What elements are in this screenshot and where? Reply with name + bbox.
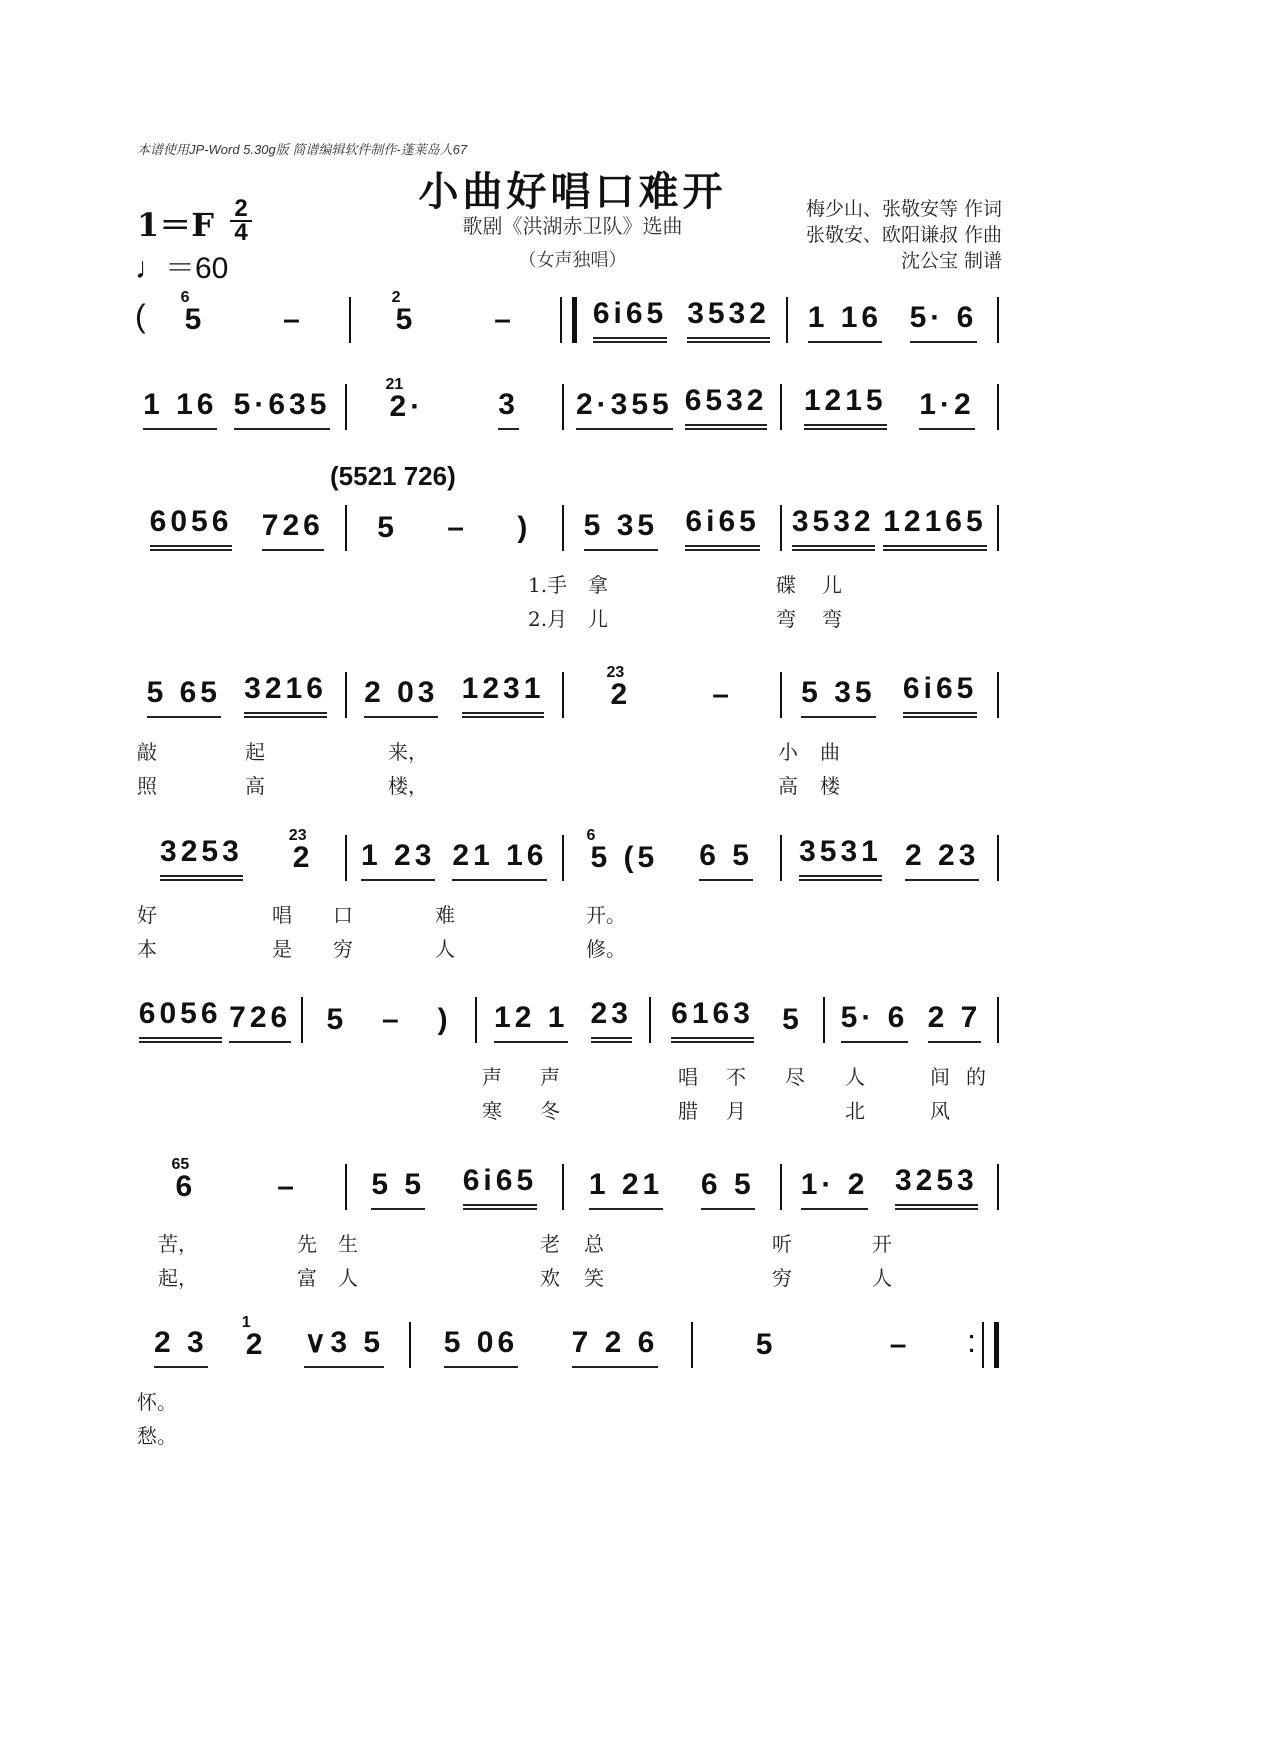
lyric-syllable: 高 — [778, 774, 798, 798]
lyric-syllable: 小 — [778, 740, 798, 764]
lyric-syllable: 老 — [540, 1232, 560, 1256]
note-group: 3253 — [895, 1164, 978, 1210]
note-group: 6i65 — [463, 1164, 537, 1210]
measure — [353, 658, 557, 718]
lyric-syllable: 笑 — [584, 1266, 604, 1290]
lyric-syllable: 怀。 — [137, 1390, 177, 1414]
barline — [997, 505, 999, 551]
lyric-syllable: 高 — [245, 774, 265, 798]
composer: 张敬安、欧阳谦叔 作曲 — [805, 224, 1002, 246]
note-group: – — [494, 303, 515, 336]
measure — [353, 491, 557, 551]
measure — [583, 283, 780, 343]
repeat-end-barline — [982, 1322, 999, 1368]
lyric-syllable: 起， — [158, 1266, 198, 1290]
note-group: 5 35 — [584, 509, 658, 551]
lyric-syllable: 曲 — [820, 740, 840, 764]
measure — [353, 370, 557, 430]
lyric-syllable: 口 — [333, 903, 353, 927]
score-line — [135, 983, 1005, 1043]
score-line — [135, 1150, 1005, 1210]
note-group: 6163 — [671, 997, 754, 1043]
note-group: 6056 — [139, 997, 222, 1043]
barline — [780, 835, 782, 881]
barline — [345, 384, 347, 430]
note-group: – — [283, 303, 304, 336]
barline — [691, 1322, 693, 1368]
note-group: 12165 — [883, 505, 986, 551]
score-line — [135, 283, 1005, 343]
time-top: 2 — [234, 195, 248, 222]
note-group: 1· 2 — [801, 1168, 869, 1210]
note-group: 6056 — [150, 505, 233, 551]
measure — [699, 1308, 967, 1368]
lyric-syllable: 北 — [845, 1099, 865, 1123]
lyric-syllable: 敲 — [137, 740, 157, 764]
score-line — [135, 370, 1005, 430]
barline — [409, 1322, 411, 1368]
measure — [831, 983, 991, 1043]
note-group: 5 (5 6 — [586, 827, 659, 874]
lyric-syllable: 不 — [726, 1065, 746, 1089]
lyric-syllable: 月 — [726, 1099, 746, 1123]
repeat-start-barline — [560, 297, 577, 343]
note-group: 2 23 — [905, 839, 979, 881]
grace-note: 65 — [171, 1156, 190, 1173]
lyric-syllable: 儿 — [588, 607, 608, 631]
score-line — [135, 821, 1005, 881]
grace-note: 21 — [385, 376, 404, 393]
measure — [309, 983, 469, 1043]
note-group: – — [382, 1003, 403, 1036]
note-group: 23 — [591, 997, 632, 1043]
note-group: 3532 — [687, 297, 770, 343]
note-group: 6i65 — [593, 297, 667, 343]
barline — [562, 835, 564, 881]
note-group: 5 35 — [801, 676, 875, 718]
lyric-syllable: 起 — [245, 740, 265, 764]
lyric-syllable: 拿 — [588, 573, 608, 597]
lyric-syllable: 弯 — [822, 607, 842, 631]
barline — [301, 997, 303, 1043]
lyric-syllable: 愁。 — [137, 1424, 177, 1448]
note-group: 1 23 — [361, 839, 435, 881]
note-group: 5 65 — [147, 676, 221, 718]
measure — [146, 283, 343, 343]
barline — [786, 297, 788, 343]
note-group: 2 3 — [154, 1326, 208, 1368]
barline — [780, 384, 782, 430]
measure — [135, 821, 339, 881]
subtitle: 歌剧《洪湖赤卫队》选曲 — [462, 214, 683, 238]
measure — [788, 491, 992, 551]
lyric-syllable: 人 — [338, 1266, 358, 1290]
open-paren: ( — [135, 298, 146, 334]
lyric-syllable: 人 — [435, 937, 455, 961]
lyric-syllable: 碟 — [776, 573, 796, 597]
arranger: 沈公宝 制谱 — [900, 250, 1002, 272]
note-group: – — [712, 678, 733, 711]
measure — [135, 983, 295, 1043]
time-signature — [230, 195, 252, 246]
note-group: 3532 — [792, 505, 875, 551]
note-group: 1 16 — [808, 301, 882, 343]
measure — [135, 1308, 403, 1368]
lyric-syllable: 好 — [137, 903, 157, 927]
barline — [823, 997, 825, 1043]
note-group: 5 06 — [444, 1326, 518, 1368]
lyric-syllable: 是 — [272, 937, 292, 961]
score-line — [135, 658, 1005, 718]
measure — [135, 1150, 339, 1210]
measure — [788, 658, 992, 718]
lyric-syllable: 苦， — [158, 1232, 198, 1256]
lyric-syllable: 儿 — [822, 573, 842, 597]
note-group: 2· 21 — [385, 376, 425, 423]
lyric-syllable: 冬 — [540, 1099, 560, 1123]
note-group: 5 6 — [180, 289, 206, 336]
measure — [657, 983, 817, 1043]
key-signature: 1＝F — [137, 206, 214, 244]
time-bottom: 4 — [234, 219, 248, 246]
measure — [353, 821, 557, 881]
note-group: 2 1 — [241, 1314, 267, 1361]
lyric-syllable: 修。 — [586, 937, 626, 961]
grace-note: 6 — [586, 827, 596, 844]
measure — [570, 491, 774, 551]
measure — [483, 983, 643, 1043]
note-group: 6532 — [685, 384, 768, 430]
note-group: 5 — [326, 1003, 348, 1036]
lyric-syllable: 富 — [297, 1266, 317, 1290]
barline — [475, 997, 477, 1043]
lyric-syllable: 人 — [872, 1266, 892, 1290]
note-group: 726 — [262, 509, 324, 551]
note-group: 5· 6 — [841, 1001, 909, 1043]
lyric-syllable: 总 — [584, 1232, 604, 1256]
software-credit: 本谱使用JP-Word 5.30g版 简谱编辑软件制作-蓬莱岛人67 — [137, 142, 468, 157]
lyric-syllable: 风 — [930, 1099, 950, 1123]
lyric-syllable: 先 — [297, 1232, 317, 1256]
note-group: ) — [517, 511, 532, 544]
barline — [997, 997, 999, 1043]
note-group: 21 16 — [452, 839, 547, 881]
lyric-syllable: 开。 — [586, 903, 626, 927]
note-group: ∨3 5 — [304, 1325, 384, 1368]
lyric-syllable: 1.手 — [528, 573, 568, 597]
lyric-syllable: 照 — [137, 774, 157, 798]
barline — [562, 1164, 564, 1210]
measure — [135, 491, 339, 551]
note-group: 7 2 6 — [572, 1326, 659, 1368]
lyric-syllable: 人 — [845, 1065, 865, 1089]
lyric-syllable: 腊 — [678, 1099, 698, 1123]
lyric-syllable: 的 — [966, 1065, 986, 1089]
lyric-syllable: 间 — [930, 1065, 950, 1089]
lyric-syllable: 楼， — [388, 774, 428, 798]
lyric-syllable: 穷 — [333, 937, 353, 961]
note-group: 5 — [377, 511, 398, 544]
lyric-syllable: 寒 — [482, 1099, 502, 1123]
lyric-syllable: 欢 — [540, 1266, 560, 1290]
measure — [794, 283, 991, 343]
lyric-syllable: 本 — [137, 937, 157, 961]
note-group: 1 21 — [589, 1168, 663, 1210]
measure — [570, 370, 774, 430]
barline — [997, 384, 999, 430]
barline — [562, 672, 564, 718]
lyric-syllable: 开 — [872, 1232, 892, 1256]
note-group: 6 5 — [699, 839, 753, 881]
note-group: 6i65 — [903, 672, 977, 718]
lyric-syllable: 生 — [338, 1232, 358, 1256]
repeat-dots: : — [967, 1323, 976, 1359]
barline — [780, 672, 782, 718]
bracketed-notes: (5521 726) — [330, 461, 456, 491]
note-group: 3253 — [160, 835, 243, 881]
measure — [353, 1150, 557, 1210]
note-group: 5 5 — [371, 1168, 425, 1210]
measure — [135, 370, 339, 430]
lyric-syllable: 难 — [435, 903, 455, 927]
barline — [562, 505, 564, 551]
note-group: 1215 — [804, 384, 887, 430]
barline — [780, 505, 782, 551]
barline — [562, 384, 564, 430]
note-group: 3531 — [799, 835, 882, 881]
note-group: 5 — [782, 1003, 803, 1036]
lyricist: 梅少山、张敬安等 作词 — [805, 198, 1002, 220]
grace-note: 6 — [180, 289, 190, 306]
song-title: 小曲好唱口难开 — [418, 168, 727, 215]
lyric-syllable: 声 — [482, 1065, 502, 1089]
barline — [345, 1164, 347, 1210]
note-group: 1 16 — [143, 388, 217, 430]
lyric-syllable: 听 — [772, 1232, 792, 1256]
barline — [997, 1164, 999, 1210]
measure — [570, 821, 774, 881]
barline — [345, 505, 347, 551]
score-line — [135, 491, 1005, 551]
measure — [570, 1150, 774, 1210]
grace-note: 1 — [241, 1314, 251, 1331]
note-group: 3 — [498, 388, 519, 430]
note-group: 6 5 — [701, 1168, 755, 1210]
note-group: 6 65 — [171, 1156, 197, 1203]
lyric-syllable: 楼 — [820, 774, 840, 798]
grace-note: 23 — [606, 664, 625, 681]
lyric-syllable: 唱 — [678, 1065, 698, 1089]
measure — [788, 1150, 992, 1210]
note-group: 1·2 — [919, 388, 974, 430]
barline — [997, 297, 999, 343]
measure — [135, 658, 339, 718]
note-group: 2 7 — [928, 1001, 982, 1043]
note-group: 12 1 — [494, 1001, 568, 1043]
performance-note: （女声独唱） — [518, 250, 627, 271]
lyric-syllable: 2.月 — [528, 607, 568, 631]
note-group: 3216 — [244, 672, 327, 718]
note-group: 2 03 — [364, 676, 438, 718]
note-group: 5 2 — [391, 289, 417, 336]
measure — [357, 283, 554, 343]
note-group: 2 23 — [606, 664, 632, 711]
note-group: ) — [437, 1003, 452, 1036]
note-group: 5 — [755, 1328, 777, 1361]
barline — [997, 835, 999, 881]
note-group: 5·635 — [234, 388, 331, 430]
lyric-syllable: 穷 — [772, 1266, 792, 1290]
note-group: 2·355 — [576, 388, 673, 430]
barline — [997, 672, 999, 718]
lyric-syllable: 唱 — [272, 903, 292, 927]
barline — [780, 1164, 782, 1210]
note-group: 5· 6 — [910, 301, 978, 343]
barline — [349, 297, 351, 343]
note-group: 1231 — [462, 672, 545, 718]
measure — [788, 370, 992, 430]
note-group: 2 23 — [288, 827, 314, 874]
note-group: 726 — [229, 1001, 291, 1043]
grace-note: 23 — [288, 827, 307, 844]
measure — [417, 1308, 685, 1368]
measure — [570, 658, 774, 718]
barline — [649, 997, 651, 1043]
lyric-syllable: 声 — [540, 1065, 560, 1089]
lyric-syllable: 尽 — [785, 1065, 805, 1089]
lyric-syllable: 弯 — [776, 607, 796, 631]
note-group: – — [277, 1170, 298, 1203]
measure — [788, 821, 992, 881]
tempo-marking: ♩＝60 — [135, 252, 229, 285]
note-group: – — [447, 511, 468, 544]
lyric-syllable: 来， — [388, 740, 428, 764]
grace-note: 2 — [391, 289, 401, 306]
barline — [345, 672, 347, 718]
note-group: 6i65 — [685, 505, 759, 551]
barline — [345, 835, 347, 881]
note-group: – — [889, 1328, 911, 1361]
score-line — [135, 1308, 1005, 1368]
